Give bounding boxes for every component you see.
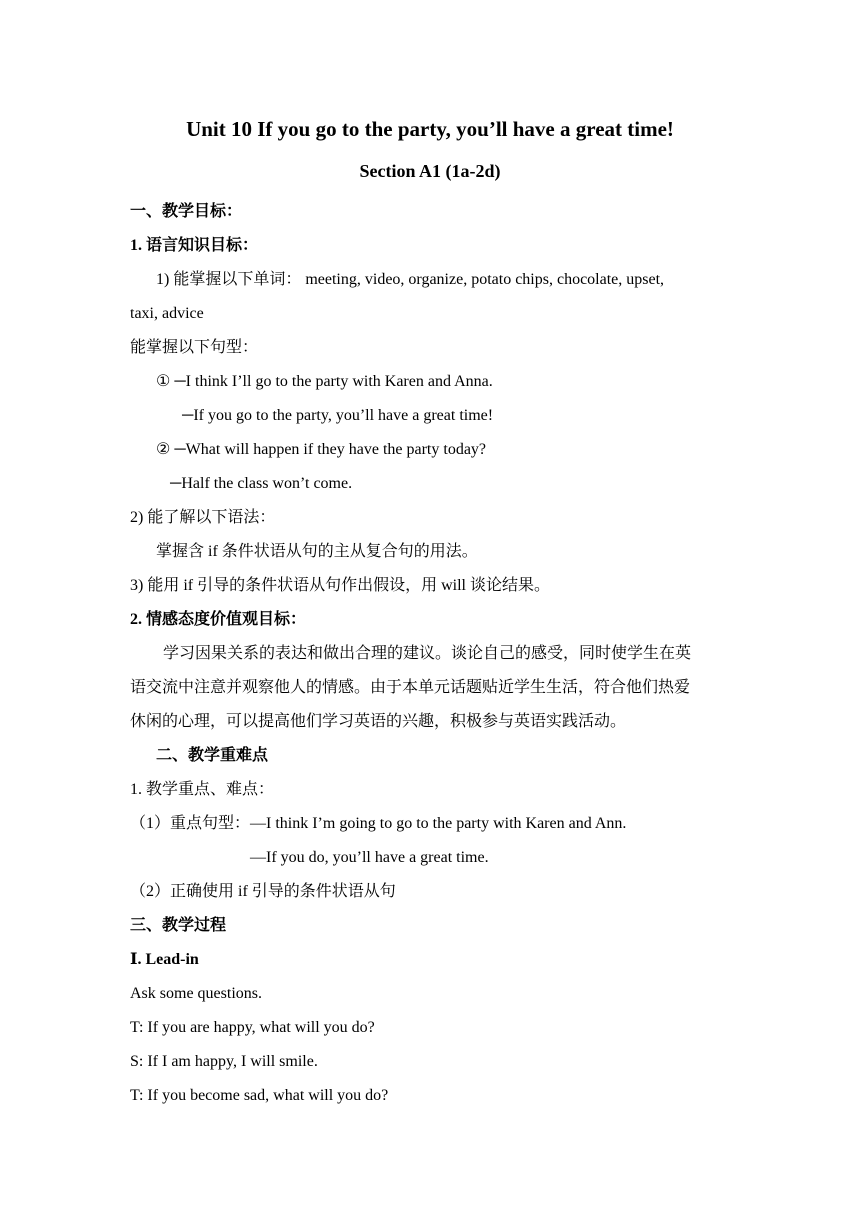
dialogue-line: S: If I am happy, I will smile. bbox=[130, 1053, 318, 1070]
key-sentence-answer: —If you do, you’ll have a great time. bbox=[250, 849, 489, 866]
pattern-1-question: ① ─I think I’ll go to the party with Karen and Anna. bbox=[156, 373, 493, 390]
lead-in-instruction: Ask some questions. bbox=[130, 985, 262, 1002]
emotional-goals-para-2: 语交流中注意并观察他人的情感。由于本单元话题贴近学生生活，符合他们热爱 bbox=[130, 679, 691, 696]
section-subtitle: Section A1 (1a-2d) bbox=[359, 161, 501, 181]
dialogue-line: T: If you become sad, what will you do? bbox=[130, 1087, 389, 1104]
key-sentence-question: （1）重点句型：—I think I’m going to go to the party with Karen and Ann. bbox=[130, 815, 627, 832]
pattern-2-answer: ─Half the class won’t come. bbox=[170, 475, 353, 492]
pattern-2-question: ② ─What will happen if they have the party today? bbox=[156, 441, 487, 458]
grammar-label: 2) 能了解以下语法： bbox=[130, 509, 276, 526]
emotional-goals-para-3: 休闲的心理，可以提高他们学习英语的兴趣，积极参与英语实践活动。 bbox=[130, 713, 627, 730]
heading-language-knowledge: 1. 语言知识目标： bbox=[130, 237, 259, 254]
heading-lead-in: Ⅰ. Lead-in bbox=[130, 951, 199, 968]
vocabulary-line-cont: taxi, advice bbox=[130, 305, 204, 322]
heading-teaching-process: 三、教学过程 bbox=[130, 917, 227, 934]
heading-teaching-objectives: 一、教学目标： bbox=[130, 203, 243, 220]
key-point-2: （2）正确使用 if 引导的条件状语从句 bbox=[130, 883, 396, 900]
sentence-patterns-label: 能掌握以下句型： bbox=[130, 339, 259, 356]
heading-key-points: 二、教学重难点 bbox=[156, 747, 269, 764]
key-points-label: 1. 教学重点、难点： bbox=[130, 781, 275, 798]
dialogue-line: T: If you are happy, what will you do? bbox=[130, 1019, 375, 1036]
vocabulary-line: 1) 能掌握以下单词： meeting, video, organize, potato chips, chocolate, upset, bbox=[156, 271, 665, 288]
document-title: Unit 10 If you go to the party, you’ll have a great time! bbox=[186, 117, 674, 141]
grammar-usage: 3) 能用 if 引导的条件状语从句作出假设，用 will 谈论结果。 bbox=[130, 577, 550, 594]
emotional-goals-para-1: 学习因果关系的表达和做出合理的建议。谈论自己的感受，同时使学生在英 bbox=[163, 645, 692, 662]
pattern-1-answer: ─If you go to the party, you’ll have a great time! bbox=[182, 407, 494, 424]
heading-emotional-goals: 2. 情感态度价值观目标： bbox=[130, 611, 307, 628]
grammar-detail: 掌握含 if 条件状语从句的主从复合句的用法。 bbox=[156, 543, 478, 560]
